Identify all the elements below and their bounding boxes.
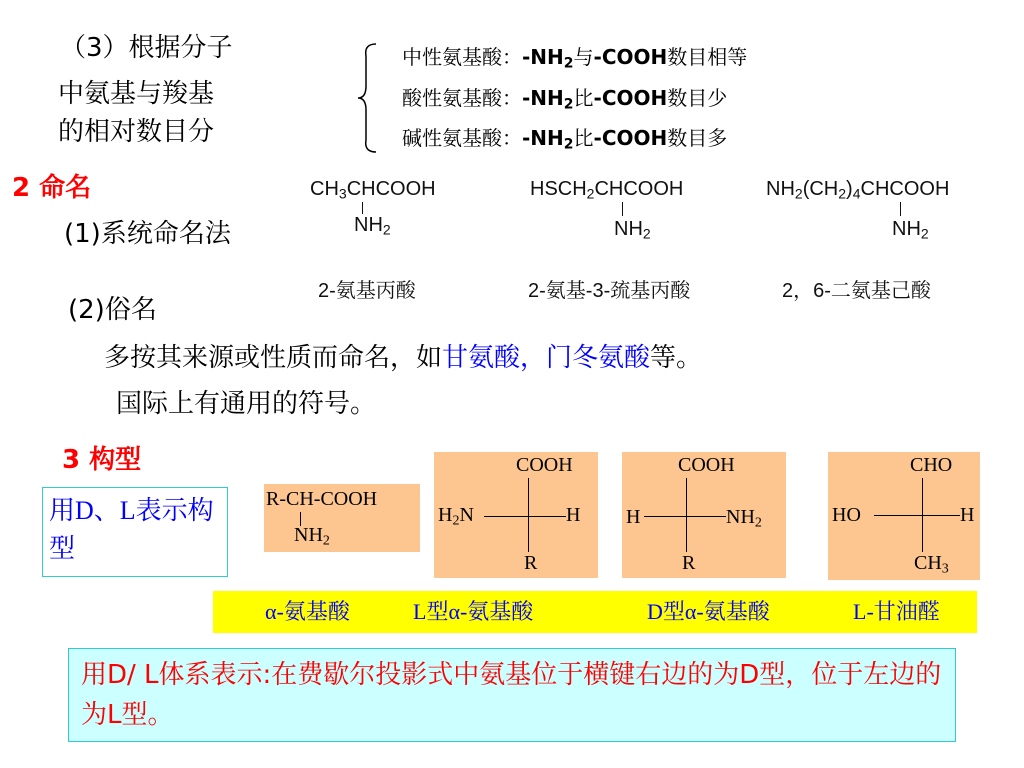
desc-before: 多按其来源或性质而命名，如 — [104, 343, 443, 373]
classification-item-acidic — [402, 81, 747, 122]
structure-cysteine — [528, 178, 691, 302]
structure-bond — [362, 202, 363, 214]
fischer-right: H — [960, 504, 975, 526]
item-cooh: -COOH — [593, 45, 668, 69]
caption-l-amino-acid: L型α-氨基酸 — [413, 599, 534, 624]
structure-top: $HSCH_2CHCOOH$ — [530, 178, 684, 202]
structure-lysine — [766, 178, 950, 302]
structure-bottom: $NH_2$ — [354, 214, 391, 238]
item-label: 酸性氨基酸： — [402, 85, 522, 110]
fischer-top: CHO — [910, 454, 953, 476]
fischer-top: COOH — [678, 454, 735, 476]
structure-bond — [900, 202, 901, 216]
item-sub: 2 — [563, 136, 574, 153]
classification-item-neutral — [402, 40, 747, 81]
item-tail: 数目多 — [667, 126, 728, 150]
caption-l-glyceraldehyde: L-甘油醛 — [853, 599, 940, 624]
item-rel: 比 — [573, 126, 594, 150]
desc-highlight: 甘氨酸，门冬氨酸 — [442, 343, 651, 373]
fischer-bottom: R — [524, 552, 538, 574]
structure-top: $CH_3CHCOOH$ — [310, 178, 436, 202]
fischer-vertical-bond — [686, 478, 687, 552]
caption-d-amino-acid: D型α-氨基酸 — [647, 599, 770, 624]
fischer-horizontal-bond — [644, 516, 726, 517]
fischer-bottom: $CH_3$ — [914, 552, 949, 577]
fischer-l-glyceraldehyde — [828, 452, 980, 580]
structure-bottom: $NH_2$ — [892, 218, 929, 242]
fischer-l-amino-acid — [434, 452, 598, 578]
captions-bar — [213, 591, 977, 633]
item-tail: 数目少 — [667, 85, 728, 110]
section3-heading-line3: 的相对数目分 — [58, 117, 215, 147]
structure-bottom: $NH_2$ — [614, 218, 651, 242]
item-tail: 数目相等 — [667, 45, 748, 69]
fischer-horizontal-bond — [484, 516, 566, 517]
section3-heading-line2: 中氨基与羧基 — [58, 79, 215, 109]
classification-list — [402, 40, 747, 162]
structure-name: 2-氨基-3-巯基丙酸 — [528, 280, 691, 302]
structure-name: 2-氨基丙酸 — [318, 280, 416, 302]
config-heading: 3 构型 — [62, 445, 142, 475]
naming-heading: 2 命名 — [12, 173, 92, 203]
item-nh: -NH — [522, 85, 564, 110]
fischer-left: $H_2N$ — [438, 504, 474, 529]
general-formula-box — [264, 484, 420, 552]
config-side-label: 用D、L表示构型 — [42, 487, 228, 577]
fischer-left: HO — [832, 504, 861, 526]
fischer-horizontal-bond — [874, 515, 960, 516]
brace-icon — [356, 42, 380, 154]
structure-name: 2，6-二氨基己酸 — [782, 280, 931, 302]
item-nh: -NH — [522, 126, 564, 150]
item-cooh: -COOH — [593, 126, 668, 150]
fischer-right: $NH_2$ — [726, 506, 762, 531]
fischer-right: H — [566, 504, 581, 526]
structure-bond — [622, 202, 623, 216]
item-sub: 2 — [563, 96, 574, 112]
common-naming-desc — [104, 340, 702, 376]
item-sub: 2 — [563, 55, 574, 72]
fischer-bottom: R — [682, 552, 696, 574]
fischer-vertical-bond — [528, 478, 529, 552]
structure-top: $NH_2(CH_2)_4CHCOOH$ — [766, 178, 950, 202]
item-nh: -NH — [522, 45, 564, 69]
item-label: 中性氨基酸： — [402, 45, 522, 69]
fischer-left: H — [626, 506, 641, 528]
caption-alpha-amino-acid: α-氨基酸 — [265, 599, 350, 624]
systematic-naming-label — [64, 216, 231, 252]
common-naming-label: (2)俗名 — [68, 295, 157, 325]
fischer-d-amino-acid — [622, 452, 786, 578]
item-rel: 比 — [573, 85, 594, 110]
general-formula-top: R-CH-COOH — [266, 488, 378, 510]
structure-alanine — [310, 178, 436, 302]
item-label: 碱性氨基酸： — [402, 126, 522, 150]
desc-after: 等。 — [650, 343, 703, 373]
item-rel: 与 — [573, 45, 594, 69]
fischer-top: COOH — [516, 454, 573, 476]
common-naming-desc-line2: 国际上有通用的符号。 — [116, 389, 377, 419]
note-box: 用D/ L体系表示:在费歇尔投影式中氨基位于横键右边的为D型，位于左边的为L型。 — [68, 648, 956, 742]
general-formula-bottom: $NH_2$ — [294, 524, 330, 549]
classification-item-basic — [402, 121, 747, 162]
item-cooh: -COOH — [593, 85, 668, 110]
systematic-text: (1)系统命名法 — [64, 219, 231, 249]
section3-heading-line1: （3）根据分子 — [60, 33, 233, 63]
